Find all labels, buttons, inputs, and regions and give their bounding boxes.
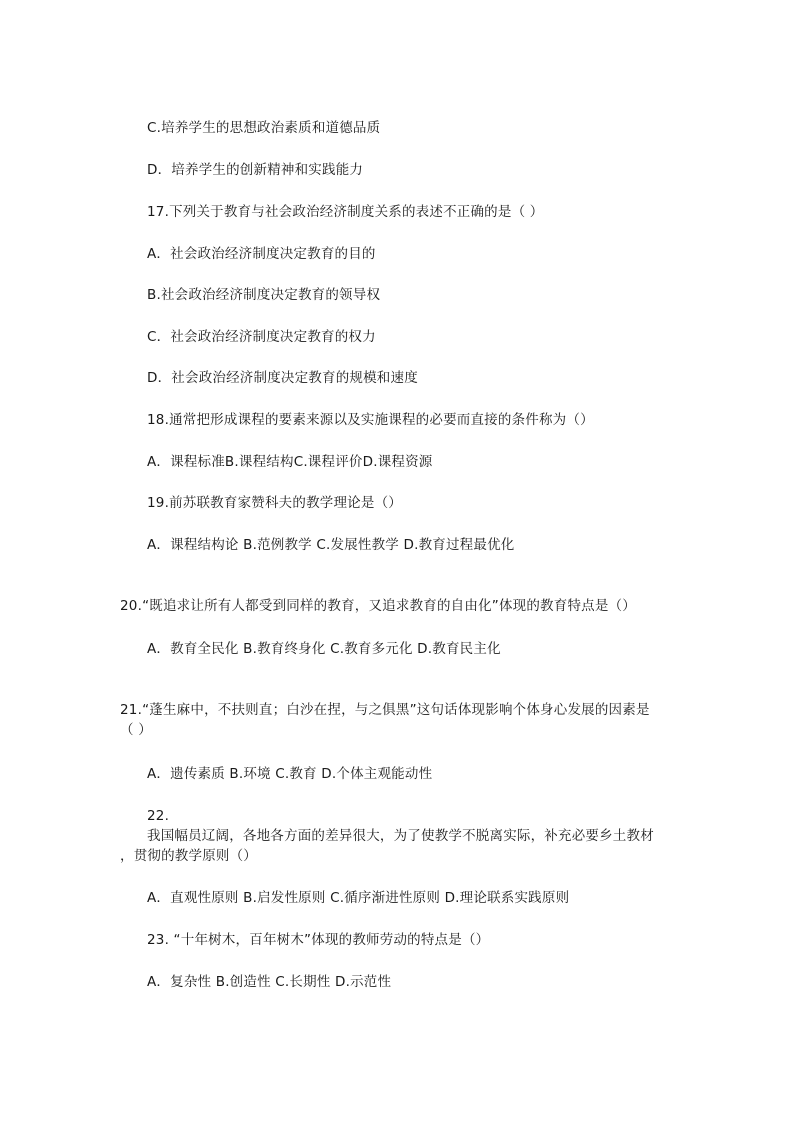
q22-question-cont: ，贯彻的教学原则（）	[120, 848, 257, 864]
q16-option-d: D．培养学生的创新精神和实践能力	[147, 162, 364, 178]
q23-question: 23. “十年树木，百年树木”体现的教师劳动的特点是（）	[147, 932, 490, 948]
q23-options: A．复杂性 B.创造性 C.长期性 D.示范性	[147, 974, 392, 990]
q17-option-a: A．社会政治经济制度决定教育的目的	[147, 246, 376, 262]
q19-options: A．课程结构论 B.范例教学 C.发展性教学 D.教育过程最优化	[147, 537, 515, 553]
q18-options: A．课程标准B.课程结构C.课程评价D.课程资源	[147, 454, 433, 470]
q22-question: 我国幅员辽阔，各地各方面的差异很大，为了使教学不脱离实际，补充必要乡土教材	[147, 828, 654, 844]
q22-number: 22.	[147, 808, 170, 824]
q20-question: 20.“既追求让所有人都受到同样的教育，又追求教育的自由化”体现的教育特点是（）	[120, 598, 636, 614]
q22-options: A．直观性原则 B.启发性原则 C.循序渐进性原则 D.理论联系实践原则	[147, 890, 570, 906]
q17-option-b: B.社会政治经济制度决定教育的领导权	[147, 287, 381, 303]
q18-question: 18.通常把形成课程的要素来源以及实施课程的必要而直接的条件称为（）	[147, 412, 594, 428]
q16-option-c: C.培养学生的思想政治素质和道德品质	[147, 120, 381, 136]
q21-question-blank: （ ）	[120, 722, 152, 738]
q20-options: A．教育全民化 B.教育终身化 C.教育多元化 D.教育民主化	[147, 641, 501, 657]
q17-option-c: C．社会政治经济制度决定教育的权力	[147, 329, 376, 345]
q17-option-d: D．社会政治经济制度决定教育的规模和速度	[147, 370, 418, 386]
q19-question: 19.前苏联教育家赞科夫的教学理论是（）	[147, 495, 402, 511]
q21-options: A．遗传素质 B.环境 C.教育 D.个体主观能动性	[147, 766, 433, 782]
q21-question: 21.“蓬生麻中，不扶则直；白沙在捏，与之俱黑”这句话体现影响个体身心发展的因素是	[120, 702, 650, 718]
q17-question: 17.下列关于教育与社会政治经济制度关系的表述不正确的是（ ）	[147, 204, 544, 220]
